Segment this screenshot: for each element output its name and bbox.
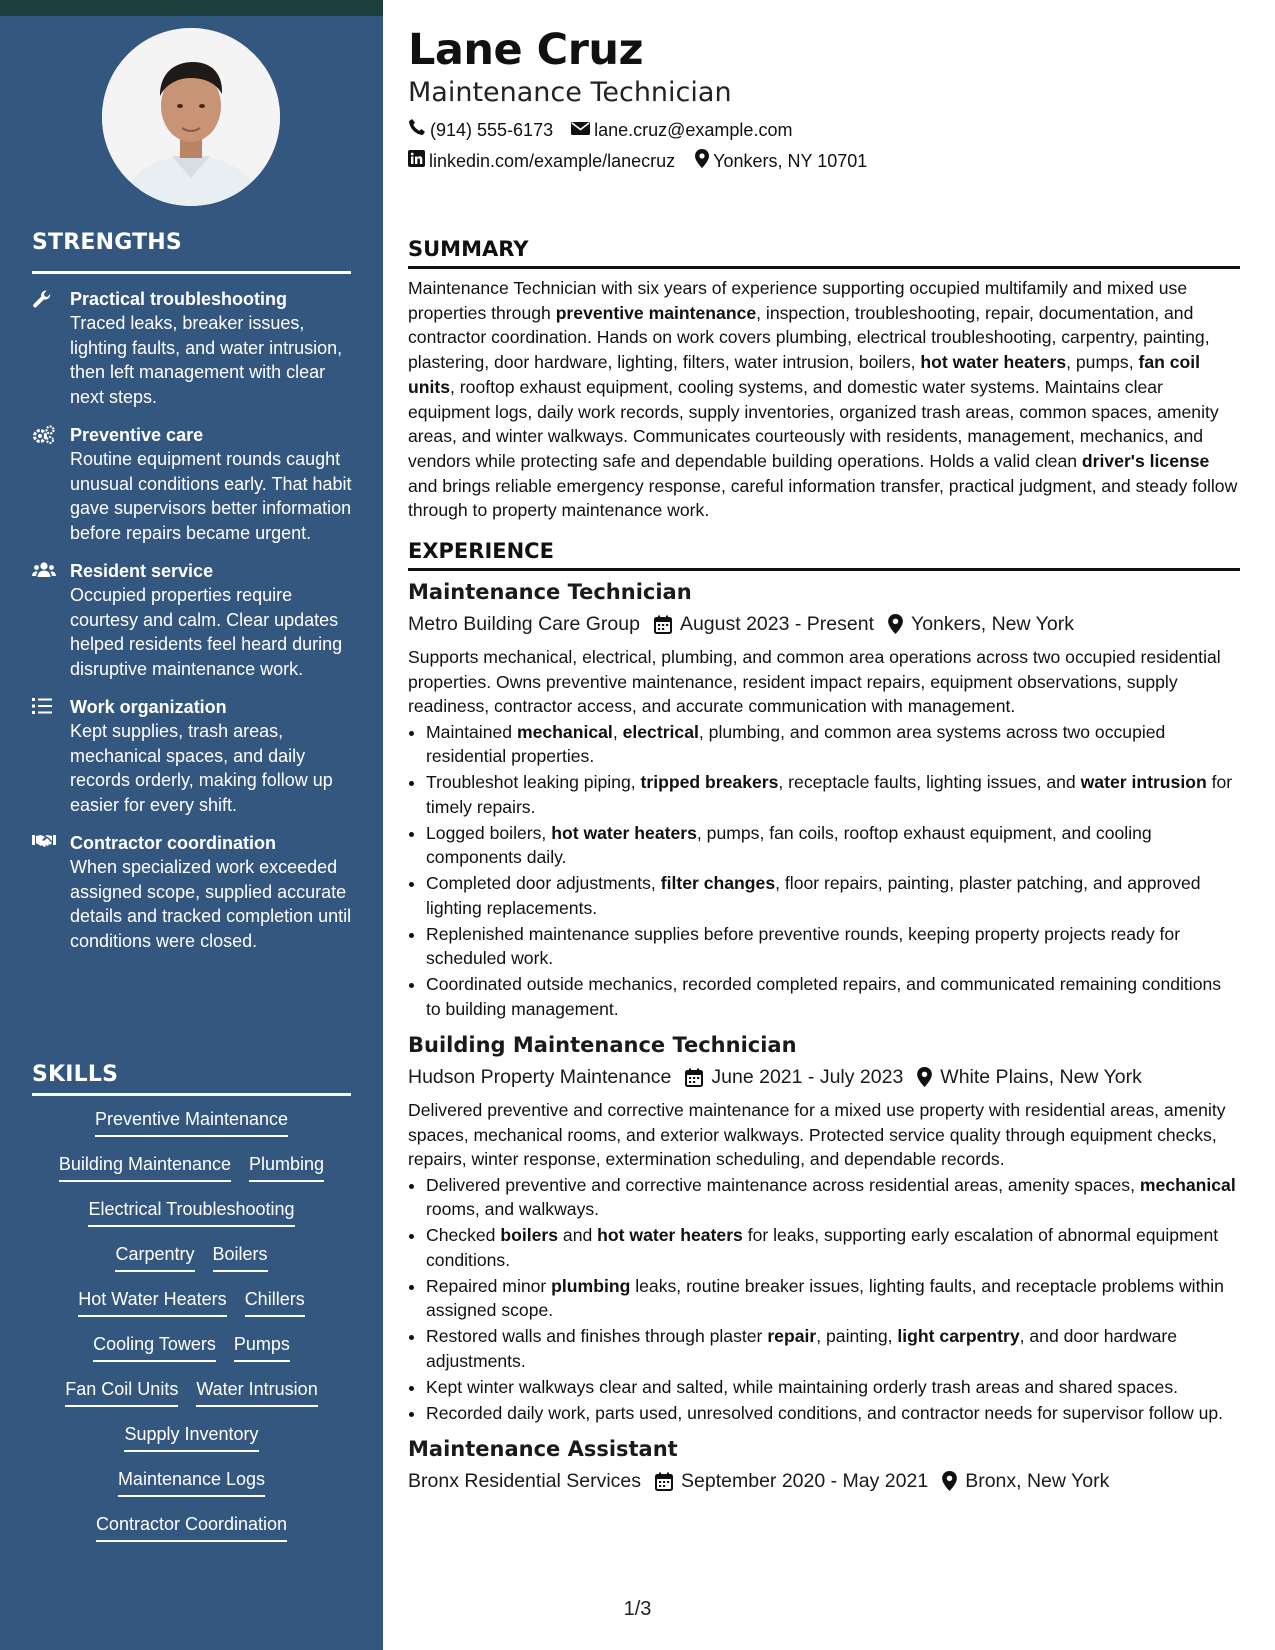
jobs-list — [408, 578, 1240, 1495]
text-run: , receptacle faults, lighting issues, and — [778, 772, 1081, 793]
summary-text — [408, 276, 1240, 523]
sidebar — [0, 0, 383, 1650]
text-run: and — [558, 1225, 598, 1246]
text-run: rooms, and walkways. — [426, 1199, 600, 1220]
text-run: Replenished maintenance supplies before preventive rounds, keeping property projects ready for scheduled work. — [426, 923, 1181, 969]
summary-heading: SUMMARY — [408, 237, 529, 261]
job-bullets — [408, 720, 1240, 1022]
phone-text: (914) 555-6173 — [430, 120, 554, 140]
job-bullet — [426, 922, 1240, 971]
skill-tag: Contractor Coordination — [96, 1513, 287, 1542]
strength-title: Preventive care — [70, 425, 204, 445]
text-run: , inspection, troubleshooting, repair, documentation, and contractor coordination. Hands on work covers plumbing, electrical troubleshooting, carpentry, painting, plastering, door hardware, lighting, filters, water intrusion, boilers, — [408, 302, 1210, 373]
summary-divider — [408, 266, 1240, 269]
bold-text: light carpentry — [897, 1326, 1020, 1347]
job-company: Hudson Property Maintenance — [408, 1066, 672, 1089]
skill-tag: Carpentry — [115, 1243, 194, 1272]
gears-icon — [32, 423, 70, 545]
job-company: Metro Building Care Group — [408, 613, 640, 636]
list-icon — [32, 695, 70, 817]
bold-text: preventive maintenance — [555, 302, 757, 323]
strength-description: Kept supplies, trash areas, mechanical spaces, and daily records orderly, making follow up easier for every shift. — [70, 721, 333, 815]
text-run: Checked — [426, 1225, 501, 1246]
skill-tag: Pumps — [234, 1333, 290, 1362]
text-run: , plumbing, and common area systems across two occupied residential properties. — [426, 721, 1166, 767]
bold-text: tripped breakers — [640, 772, 779, 793]
text-run: for leaks, supporting early escalation of abnormal equipment conditions. — [426, 1225, 1219, 1270]
job-entry — [408, 578, 1240, 1021]
skill-row — [32, 1198, 351, 1243]
text-run: Coordinated outside mechanics, recorded completed repairs, and communicated remaining conditions to building management. — [426, 974, 1222, 1019]
job-bullet — [426, 972, 1240, 1021]
text-run: Troubleshot leaking piping, — [426, 772, 641, 793]
skills-heading: SKILLS — [32, 1062, 119, 1087]
wrench-icon — [32, 287, 70, 409]
text-run: , rooftop exhaust equipment, cooling systems, and domestic water systems. Maintains clear equipment logs, daily work records, supply inventories, organized trash areas, common spaces, amenity areas, and winter walkways. Communicates courteously with residents, management, mechanics, and vendors while protecting safe and dependable building operations. Holds a valid clean — [408, 376, 1219, 471]
strength-description: When specialized work exceeded assigned scope, supplied accurate details and tracked completion until conditions were closed. — [70, 857, 352, 951]
text-run: , pumps, — [1066, 352, 1139, 373]
bold-text: mechanical — [516, 721, 613, 742]
job-bullet — [426, 1401, 1240, 1426]
bold-text: plumbing — [551, 1275, 631, 1296]
calendar-icon — [655, 1472, 673, 1491]
job-meta — [408, 1063, 1240, 1091]
text-run: Maintenance Technician with six years of experience supporting occupied multifamily and mixed use properties through — [408, 278, 1188, 323]
job-bullets — [408, 1173, 1240, 1426]
linkedin-text: linkedin.com/example/lanecruz — [429, 151, 676, 171]
job-bullet — [426, 1223, 1240, 1272]
sidebar-top-bar — [0, 0, 383, 16]
text-run: Maintained — [426, 721, 517, 742]
location-text: Yonkers, NY 10701 — [713, 151, 868, 171]
skill-tag: Cooling Towers — [93, 1333, 216, 1362]
skill-tag: Chillers — [245, 1288, 305, 1317]
calendar-icon — [685, 1068, 703, 1087]
job-meta — [408, 610, 1240, 638]
text-run: Logged boilers, — [426, 822, 552, 843]
email-text: lane.cruz@example.com — [594, 120, 793, 140]
text-run: Restored walls and finishes through plaster — [426, 1326, 768, 1347]
skill-row — [32, 1423, 351, 1468]
calendar-icon — [654, 615, 672, 634]
text-run: , and door hardware adjustments. — [426, 1326, 1178, 1371]
main-content — [408, 24, 1240, 1495]
text-run: leaks, routine breaker issues, lighting faults, and receptacle problems within assigned scope. — [426, 1275, 1224, 1321]
strength-item — [32, 287, 357, 409]
avatar-portrait-icon — [102, 28, 280, 206]
skill-tag: Hot Water Heaters — [78, 1288, 226, 1317]
skill-row — [32, 1288, 351, 1333]
strength-title: Contractor coordination — [70, 833, 276, 853]
job-title: Maintenance Assistant — [408, 1437, 678, 1462]
text-run: for timely repairs. — [426, 772, 1233, 817]
skill-row — [32, 1378, 351, 1423]
contact-email[interactable] — [571, 118, 792, 142]
skill-tag: Electrical Troubleshooting — [88, 1198, 294, 1227]
skills-list — [32, 1108, 351, 1558]
strength-description: Occupied properties require courtesy and calm. Clear updates helped residents feel heard during disruptive maintenance work. — [70, 585, 343, 679]
text-run: Kept winter walkways clear and salted, while maintaining orderly trash areas and shared spaces. — [426, 1376, 1179, 1397]
skill-row — [32, 1333, 351, 1378]
job-bullet — [426, 1173, 1240, 1222]
text-run: and brings reliable emergency response, careful information transfer, practical judgment, and steady follow through to property maintenance work. — [408, 475, 1238, 521]
text-run: Delivered preventive and corrective maintenance across residential areas, amenity spaces, — [426, 1174, 1140, 1195]
job-location: Bronx, New York — [965, 1470, 1110, 1493]
skill-tag: Water Intrusion — [196, 1378, 317, 1407]
text-run: Recorded daily work, parts used, unresolved conditions, and contractor needs for supervisor follow up. — [426, 1402, 1224, 1423]
skill-tag: Supply Inventory — [124, 1423, 258, 1452]
phone-icon — [408, 118, 426, 142]
job-description: Supports mechanical, electrical, plumbing, and common area operations across two occupied residential properties. Owns preventive maintenance, resident impact repairs, equipment observations, supply readiness, contractor access, and accurate communication with management. — [408, 647, 1221, 717]
candidate-role: Maintenance Technician — [408, 77, 732, 108]
job-dates: September 2020 - May 2021 — [681, 1470, 929, 1493]
skill-tag: Building Maintenance — [59, 1153, 231, 1182]
summary-section — [408, 236, 1240, 523]
bold-text: electrical — [622, 721, 699, 742]
strengths-list — [32, 287, 357, 967]
job-entry — [408, 1435, 1240, 1495]
candidate-name: Lane Cruz — [408, 25, 644, 75]
job-description: Delivered preventive and corrective maintenance for a mixed use property with residential areas, amenity spaces, mechanical rooms, and exterior walkways. Protected service quality through equipment checks, repairs, winter response, extermination scheduling, and dependable records. — [408, 1100, 1226, 1170]
strength-description: Traced leaks, breaker issues, lighting faults, and water intrusion, then left management with clear next steps. — [70, 313, 343, 407]
bold-text: filter changes — [660, 873, 776, 894]
contact-phone — [408, 118, 553, 142]
envelope-icon — [571, 118, 590, 142]
job-company: Bronx Residential Services — [408, 1470, 642, 1493]
bold-text: hot water heaters — [597, 1225, 743, 1246]
experience-heading: EXPERIENCE — [408, 539, 554, 564]
skill-tag: Plumbing — [249, 1153, 324, 1182]
contact-row — [408, 118, 1240, 142]
page-number: 1/3 — [623, 1598, 652, 1620]
bold-text: boilers — [500, 1225, 559, 1246]
handshake-icon — [32, 831, 70, 953]
avatar — [102, 28, 280, 206]
contact-location — [695, 149, 867, 173]
strength-description: Routine equipment rounds caught unusual conditions early. That habit gave supervisors better information before repairs became urgent. — [70, 449, 352, 543]
job-dates: August 2023 - Present — [679, 613, 874, 636]
linkedin-icon — [408, 149, 425, 173]
job-dates: June 2021 - July 2023 — [711, 1066, 904, 1089]
experience-section — [408, 538, 1240, 1495]
bold-text: mechanical — [1139, 1174, 1236, 1195]
text-run: , floor repairs, painting, plaster patching, and approved lighting replacements. — [426, 873, 1201, 918]
location-pin-icon — [695, 149, 709, 174]
contact-linkedin[interactable] — [408, 149, 675, 173]
strength-item — [32, 831, 357, 953]
skill-row — [32, 1243, 351, 1288]
job-title: Building Maintenance Technician — [408, 1033, 797, 1058]
text-run: , — [612, 721, 623, 742]
users-icon — [32, 559, 70, 681]
job-bullet — [426, 1274, 1240, 1323]
bold-text: hot water heaters — [920, 352, 1067, 373]
bold-text: fan coil units — [408, 352, 1201, 397]
bold-text: repair — [767, 1326, 817, 1347]
job-location: White Plains, New York — [940, 1066, 1142, 1089]
strengths-divider — [32, 271, 351, 274]
strength-item — [32, 559, 357, 681]
strengths-heading: STRENGTHS — [32, 230, 182, 255]
location-pin-icon — [942, 1471, 957, 1491]
job-bullet — [426, 720, 1240, 769]
skill-row — [32, 1513, 351, 1558]
skill-tag: Maintenance Logs — [118, 1468, 265, 1497]
strength-title: Work organization — [70, 697, 227, 717]
job-entry — [408, 1031, 1240, 1425]
strength-title: Practical troubleshooting — [70, 289, 288, 309]
bold-text: water intrusion — [1080, 772, 1207, 793]
skill-tag: Fan Coil Units — [65, 1378, 178, 1407]
job-bullet — [426, 871, 1240, 920]
job-meta — [408, 1467, 1240, 1495]
strength-item — [32, 423, 357, 545]
job-location: Yonkers, New York — [911, 613, 1074, 636]
skills-divider — [32, 1093, 351, 1096]
skill-row — [32, 1468, 351, 1513]
skill-row — [32, 1108, 351, 1153]
skill-row — [32, 1153, 351, 1198]
job-title: Maintenance Technician — [408, 580, 692, 605]
experience-divider — [408, 568, 1240, 571]
job-bullet — [426, 821, 1240, 870]
skill-tag: Preventive Maintenance — [95, 1108, 288, 1137]
text-run: , painting, — [816, 1326, 898, 1347]
text-run: Repaired minor — [426, 1275, 552, 1296]
job-bullet — [426, 1324, 1240, 1373]
bold-text: hot water heaters — [551, 822, 697, 843]
location-pin-icon — [917, 1067, 932, 1087]
text-run: Completed door adjustments, — [426, 873, 661, 894]
skill-tag: Boilers — [213, 1243, 268, 1272]
location-pin-icon — [888, 614, 903, 634]
bold-text: driver's license — [1081, 450, 1210, 471]
strength-title: Resident service — [70, 561, 214, 581]
job-bullet — [426, 1375, 1240, 1400]
strength-item — [32, 695, 357, 817]
contact-row — [408, 149, 1240, 173]
text-run: , pumps, fan coils, rooftop exhaust equipment, and cooling components daily. — [426, 822, 1152, 868]
job-bullet — [426, 770, 1240, 819]
